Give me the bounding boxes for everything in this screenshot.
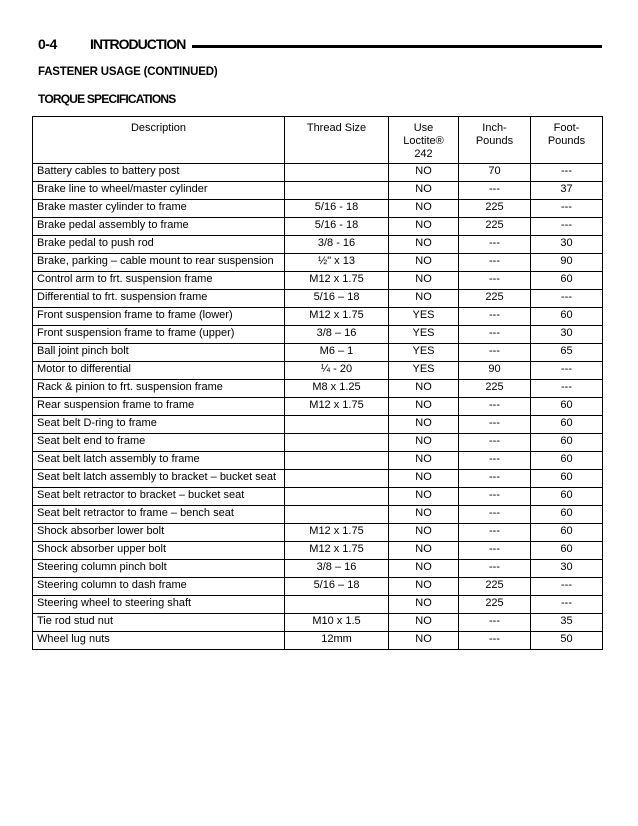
cell-description: Seat belt latch assembly to frame bbox=[33, 452, 285, 470]
cell-description: Steering column to dash frame bbox=[33, 578, 285, 596]
column-header-line: Use bbox=[413, 122, 434, 134]
cell-loctite: YES bbox=[389, 308, 459, 326]
table-row bbox=[33, 596, 603, 614]
column-header-line: Pounds bbox=[547, 135, 586, 147]
cell-inch-pounds: 225 bbox=[459, 200, 531, 218]
column-header-line: Loctite® bbox=[403, 135, 444, 147]
table-row bbox=[33, 362, 603, 380]
cell-description: Brake master cylinder to frame bbox=[33, 200, 285, 218]
cell-foot-pounds: 60 bbox=[531, 470, 603, 488]
column-header-description bbox=[33, 117, 285, 164]
cell-thread-size bbox=[285, 182, 389, 200]
table-title: TORQUE SPECIFICATIONS bbox=[38, 92, 176, 106]
cell-loctite: NO bbox=[389, 380, 459, 398]
table-row bbox=[33, 398, 603, 416]
cell-inch-pounds: 90 bbox=[459, 362, 531, 380]
cell-thread-size bbox=[285, 596, 389, 614]
cell-loctite: NO bbox=[389, 560, 459, 578]
cell-thread-size: 5/16 - 18 bbox=[285, 218, 389, 236]
column-header-line: Thread Size bbox=[306, 122, 367, 134]
cell-thread-size: M10 x 1.5 bbox=[285, 614, 389, 632]
cell-description: Front suspension frame to frame (upper) bbox=[33, 326, 285, 344]
cell-description: Seat belt retractor to frame – bench seat bbox=[33, 506, 285, 524]
cell-loctite: NO bbox=[389, 578, 459, 596]
cell-thread-size: M6 – 1 bbox=[285, 344, 389, 362]
cell-inch-pounds: 225 bbox=[459, 290, 531, 308]
cell-inch-pounds: --- bbox=[459, 614, 531, 632]
cell-loctite: NO bbox=[389, 398, 459, 416]
cell-loctite: NO bbox=[389, 236, 459, 254]
cell-loctite: YES bbox=[389, 344, 459, 362]
section-title: FASTENER USAGE (CONTINUED) bbox=[38, 66, 218, 78]
cell-loctite: NO bbox=[389, 542, 459, 560]
cell-thread-size bbox=[285, 164, 389, 182]
table-row bbox=[33, 488, 603, 506]
cell-description: Shock absorber upper bolt bbox=[33, 542, 285, 560]
cell-foot-pounds: 60 bbox=[531, 398, 603, 416]
cell-description: Wheel lug nuts bbox=[33, 632, 285, 650]
cell-inch-pounds: --- bbox=[459, 416, 531, 434]
table-row bbox=[33, 452, 603, 470]
cell-inch-pounds: 225 bbox=[459, 578, 531, 596]
table-row bbox=[33, 182, 603, 200]
cell-loctite: NO bbox=[389, 596, 459, 614]
cell-foot-pounds: 60 bbox=[531, 452, 603, 470]
table-row bbox=[33, 290, 603, 308]
cell-loctite: YES bbox=[389, 362, 459, 380]
table-row bbox=[33, 200, 603, 218]
table-row bbox=[33, 506, 603, 524]
table-row bbox=[33, 434, 603, 452]
cell-loctite: NO bbox=[389, 272, 459, 290]
table-row bbox=[33, 380, 603, 398]
cell-description: Motor to differential bbox=[33, 362, 285, 380]
cell-foot-pounds: 50 bbox=[531, 632, 603, 650]
cell-foot-pounds: 30 bbox=[531, 236, 603, 254]
cell-inch-pounds: --- bbox=[459, 542, 531, 560]
cell-thread-size: M12 x 1.75 bbox=[285, 524, 389, 542]
cell-thread-size: 12mm bbox=[285, 632, 389, 650]
cell-description: Steering wheel to steering shaft bbox=[33, 596, 285, 614]
table-body bbox=[33, 164, 603, 650]
cell-foot-pounds: 60 bbox=[531, 506, 603, 524]
cell-description: Seat belt end to frame bbox=[33, 434, 285, 452]
cell-loctite: NO bbox=[389, 416, 459, 434]
cell-thread-size bbox=[285, 488, 389, 506]
chapter-title: INTRODUCTION bbox=[90, 36, 186, 52]
cell-foot-pounds: 90 bbox=[531, 254, 603, 272]
page-number: 0-4 bbox=[38, 36, 57, 52]
cell-loctite: NO bbox=[389, 632, 459, 650]
header-rule bbox=[192, 45, 602, 48]
table-row bbox=[33, 542, 603, 560]
cell-description: Brake, parking – cable mount to rear suspension bbox=[33, 254, 285, 272]
cell-foot-pounds: --- bbox=[531, 200, 603, 218]
cell-thread-size bbox=[285, 506, 389, 524]
cell-description: Brake pedal to push rod bbox=[33, 236, 285, 254]
cell-inch-pounds: --- bbox=[459, 236, 531, 254]
cell-foot-pounds: --- bbox=[531, 218, 603, 236]
cell-inch-pounds: --- bbox=[459, 470, 531, 488]
cell-loctite: NO bbox=[389, 488, 459, 506]
cell-foot-pounds: 60 bbox=[531, 416, 603, 434]
table-row bbox=[33, 560, 603, 578]
column-header-line: Foot- bbox=[553, 122, 580, 134]
column-header-thread-size bbox=[285, 117, 389, 164]
cell-thread-size: 3/8 – 16 bbox=[285, 326, 389, 344]
table-header-row bbox=[33, 117, 603, 164]
cell-inch-pounds: --- bbox=[459, 182, 531, 200]
page-header bbox=[38, 36, 604, 56]
cell-inch-pounds: 225 bbox=[459, 218, 531, 236]
cell-loctite: YES bbox=[389, 326, 459, 344]
cell-foot-pounds: 37 bbox=[531, 182, 603, 200]
cell-loctite: NO bbox=[389, 452, 459, 470]
table-row bbox=[33, 470, 603, 488]
cell-inch-pounds: --- bbox=[459, 344, 531, 362]
cell-inch-pounds: 225 bbox=[459, 596, 531, 614]
cell-foot-pounds: 60 bbox=[531, 542, 603, 560]
cell-description: Seat belt D-ring to frame bbox=[33, 416, 285, 434]
cell-thread-size: 3/8 – 16 bbox=[285, 560, 389, 578]
cell-inch-pounds: --- bbox=[459, 308, 531, 326]
table-row bbox=[33, 578, 603, 596]
cell-foot-pounds: --- bbox=[531, 578, 603, 596]
column-header-foot-pounds bbox=[531, 117, 603, 164]
table-row bbox=[33, 308, 603, 326]
table-row bbox=[33, 326, 603, 344]
cell-loctite: NO bbox=[389, 164, 459, 182]
cell-inch-pounds: --- bbox=[459, 398, 531, 416]
cell-foot-pounds: --- bbox=[531, 290, 603, 308]
cell-thread-size: 5/16 - 18 bbox=[285, 200, 389, 218]
table-row bbox=[33, 614, 603, 632]
cell-foot-pounds: 60 bbox=[531, 488, 603, 506]
cell-inch-pounds: --- bbox=[459, 434, 531, 452]
cell-description: Differential to frt. suspension frame bbox=[33, 290, 285, 308]
cell-thread-size: 3/8 - 16 bbox=[285, 236, 389, 254]
cell-foot-pounds: --- bbox=[531, 380, 603, 398]
cell-thread-size: M12 x 1.75 bbox=[285, 398, 389, 416]
cell-thread-size: ¼ - 20 bbox=[285, 362, 389, 380]
cell-thread-size: M12 x 1.75 bbox=[285, 542, 389, 560]
cell-description: Shock absorber lower bolt bbox=[33, 524, 285, 542]
cell-loctite: NO bbox=[389, 506, 459, 524]
cell-description: Rack & pinion to frt. suspension frame bbox=[33, 380, 285, 398]
table-row bbox=[33, 524, 603, 542]
cell-inch-pounds: --- bbox=[459, 254, 531, 272]
cell-thread-size: 5/16 – 18 bbox=[285, 578, 389, 596]
cell-inch-pounds: 225 bbox=[459, 380, 531, 398]
cell-inch-pounds: --- bbox=[459, 452, 531, 470]
cell-description: Battery cables to battery post bbox=[33, 164, 285, 182]
table-row bbox=[33, 272, 603, 290]
cell-description: Brake pedal assembly to frame bbox=[33, 218, 285, 236]
cell-inch-pounds: --- bbox=[459, 326, 531, 344]
cell-inch-pounds: --- bbox=[459, 506, 531, 524]
cell-inch-pounds: --- bbox=[459, 560, 531, 578]
table-row bbox=[33, 416, 603, 434]
cell-foot-pounds: 35 bbox=[531, 614, 603, 632]
cell-description: Ball joint pinch bolt bbox=[33, 344, 285, 362]
column-header-line: 242 bbox=[414, 148, 433, 160]
table-row bbox=[33, 254, 603, 272]
cell-description: Seat belt retractor to bracket – bucket seat bbox=[33, 488, 285, 506]
cell-foot-pounds: 65 bbox=[531, 344, 603, 362]
cell-description: Steering column pinch bolt bbox=[33, 560, 285, 578]
cell-inch-pounds: --- bbox=[459, 632, 531, 650]
cell-thread-size bbox=[285, 452, 389, 470]
cell-loctite: NO bbox=[389, 218, 459, 236]
cell-foot-pounds: 60 bbox=[531, 272, 603, 290]
cell-foot-pounds: 60 bbox=[531, 434, 603, 452]
cell-inch-pounds: --- bbox=[459, 524, 531, 542]
cell-inch-pounds: --- bbox=[459, 272, 531, 290]
cell-loctite: NO bbox=[389, 614, 459, 632]
torque-specifications-table bbox=[32, 116, 603, 650]
table-row bbox=[33, 344, 603, 362]
cell-loctite: NO bbox=[389, 290, 459, 308]
cell-inch-pounds: --- bbox=[459, 488, 531, 506]
cell-foot-pounds: 30 bbox=[531, 560, 603, 578]
cell-loctite: NO bbox=[389, 254, 459, 272]
cell-description: Tie rod stud nut bbox=[33, 614, 285, 632]
column-header-use-loctite bbox=[389, 117, 459, 164]
cell-inch-pounds: 70 bbox=[459, 164, 531, 182]
cell-thread-size bbox=[285, 416, 389, 434]
cell-loctite: NO bbox=[389, 200, 459, 218]
column-header-inch-pounds bbox=[459, 117, 531, 164]
table-row bbox=[33, 218, 603, 236]
cell-thread-size: M8 x 1.25 bbox=[285, 380, 389, 398]
column-header-line: Pounds bbox=[475, 135, 514, 147]
cell-thread-size bbox=[285, 434, 389, 452]
cell-thread-size bbox=[285, 470, 389, 488]
cell-description: Seat belt latch assembly to bracket – bucket seat bbox=[33, 470, 285, 488]
cell-foot-pounds: 60 bbox=[531, 524, 603, 542]
cell-loctite: NO bbox=[389, 182, 459, 200]
cell-foot-pounds: --- bbox=[531, 164, 603, 182]
column-header-line: Inch- bbox=[482, 122, 507, 134]
cell-foot-pounds: --- bbox=[531, 362, 603, 380]
cell-loctite: NO bbox=[389, 434, 459, 452]
cell-description: Front suspension frame to frame (lower) bbox=[33, 308, 285, 326]
table-row bbox=[33, 236, 603, 254]
cell-thread-size: M12 x 1.75 bbox=[285, 308, 389, 326]
cell-loctite: NO bbox=[389, 470, 459, 488]
cell-description: Brake line to wheel/master cylinder bbox=[33, 182, 285, 200]
cell-description: Control arm to frt. suspension frame bbox=[33, 272, 285, 290]
column-header-line: Description bbox=[130, 122, 187, 134]
cell-foot-pounds: --- bbox=[531, 596, 603, 614]
cell-thread-size: ½" x 13 bbox=[285, 254, 389, 272]
table-row bbox=[33, 632, 603, 650]
cell-description: Rear suspension frame to frame bbox=[33, 398, 285, 416]
table-row bbox=[33, 164, 603, 182]
cell-thread-size: 5/16 – 18 bbox=[285, 290, 389, 308]
cell-foot-pounds: 30 bbox=[531, 326, 603, 344]
cell-thread-size: M12 x 1.75 bbox=[285, 272, 389, 290]
cell-foot-pounds: 60 bbox=[531, 308, 603, 326]
cell-loctite: NO bbox=[389, 524, 459, 542]
